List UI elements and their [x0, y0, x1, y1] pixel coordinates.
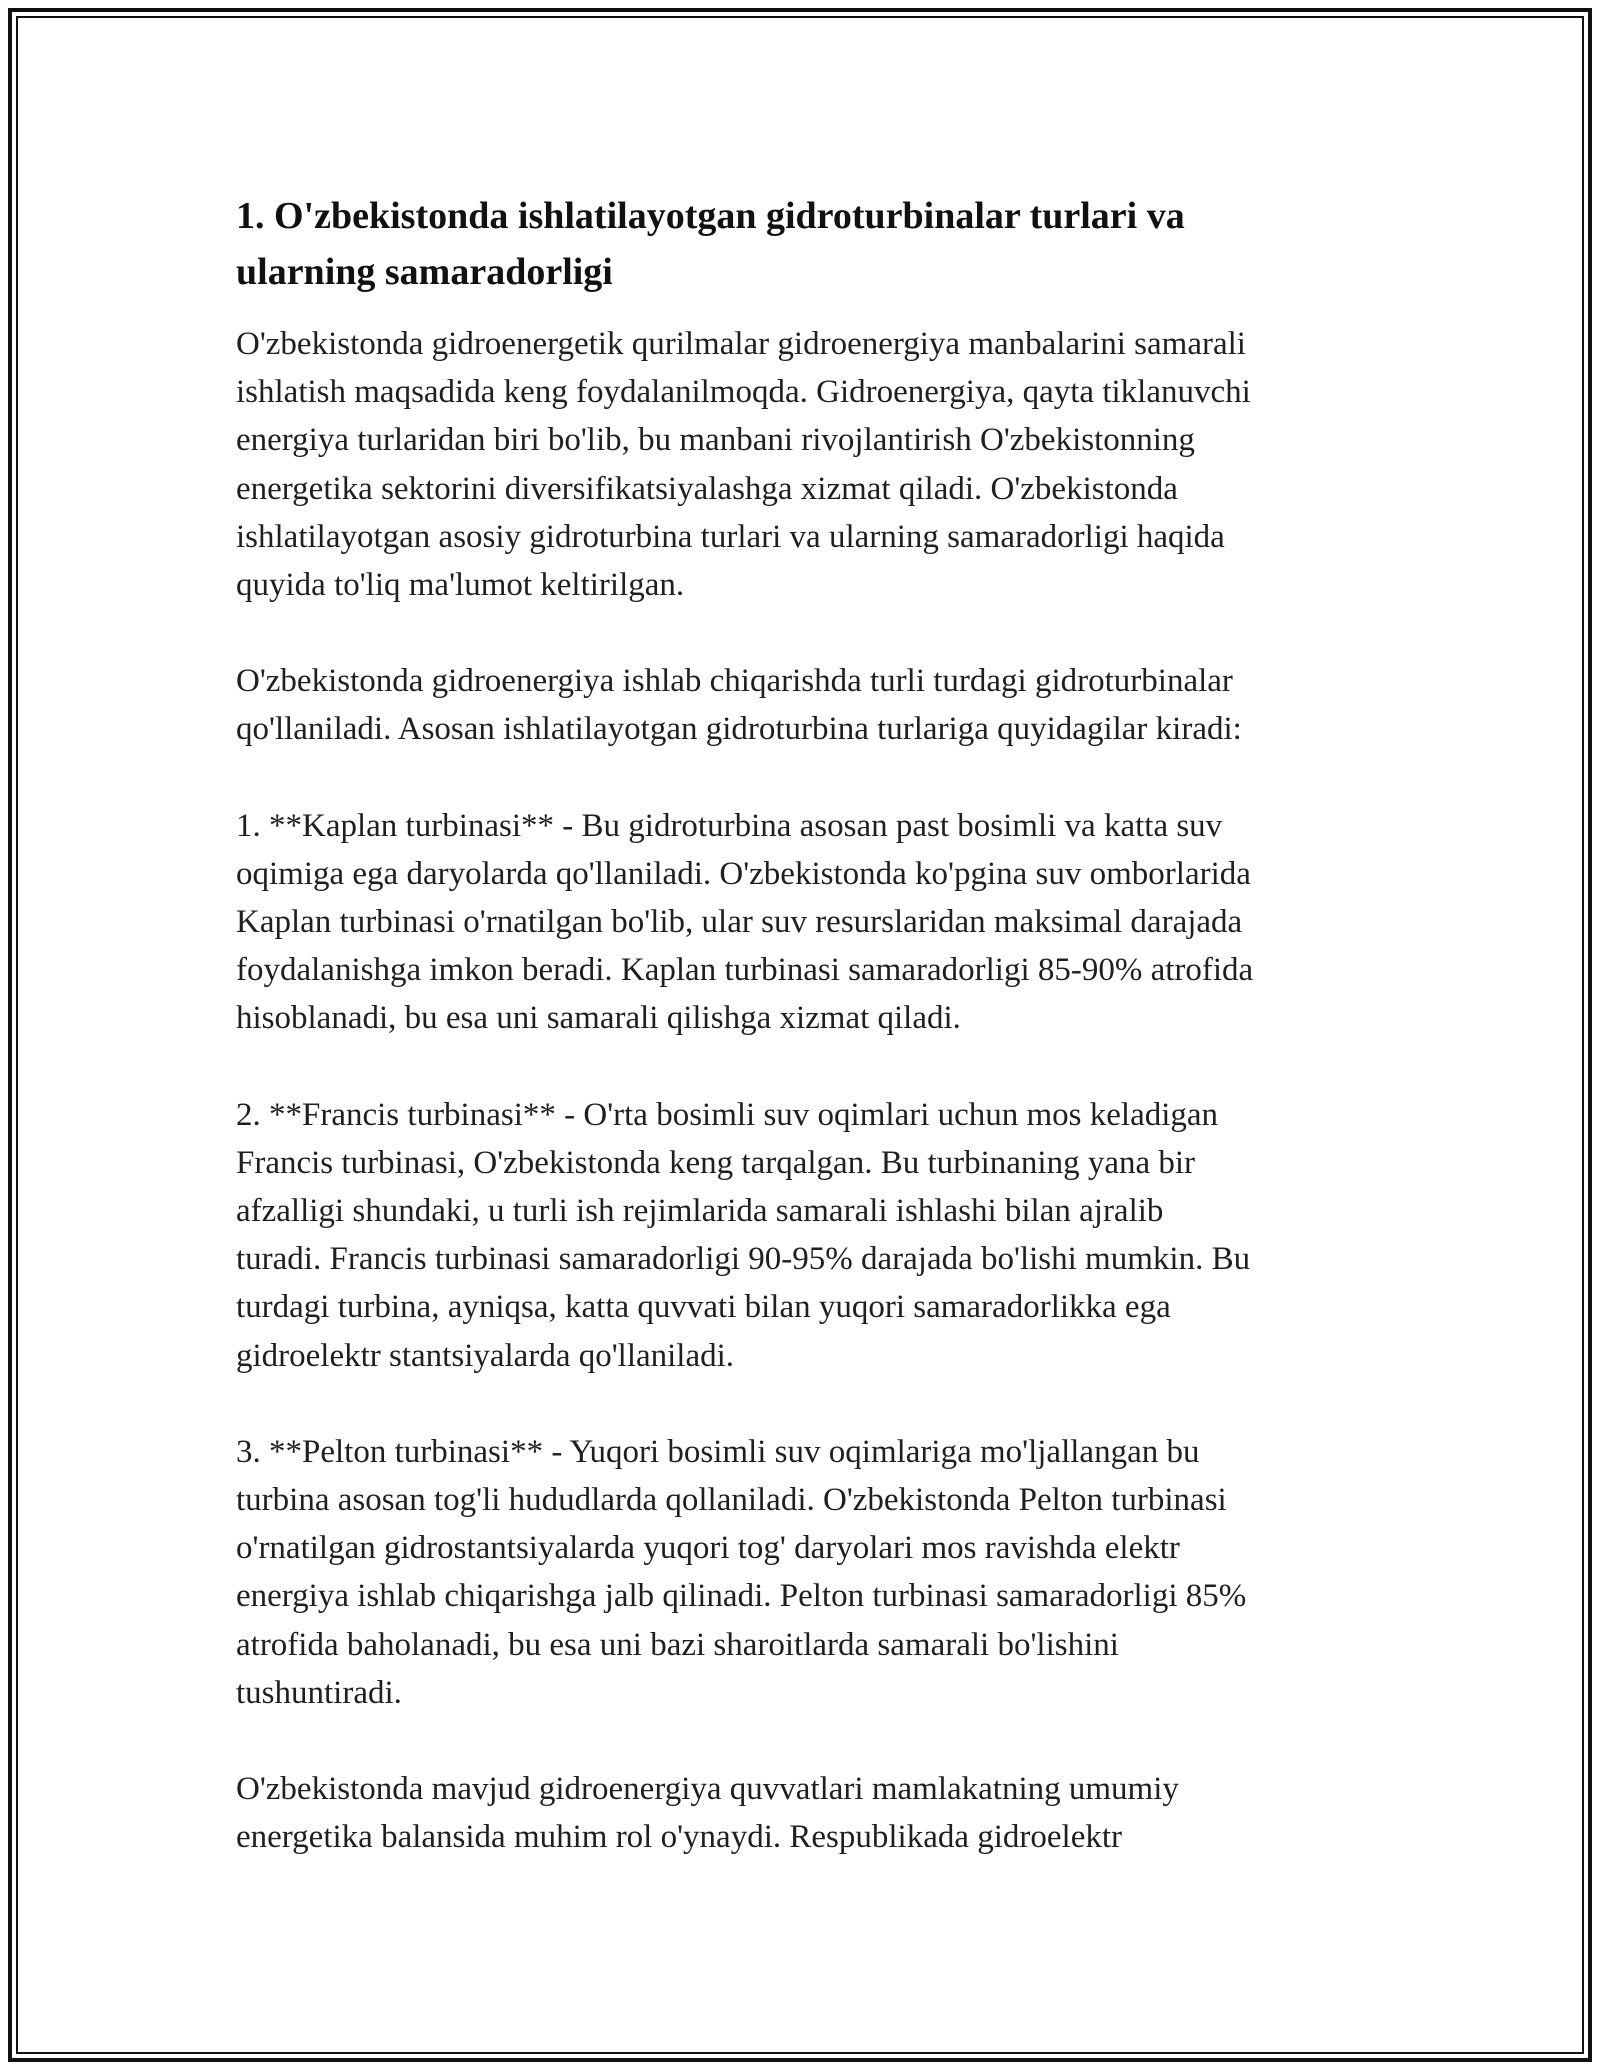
- text-line: energiya turlaridan biri bo'lib, bu manbani rivojlantirish O'zbekistonning: [236, 422, 1195, 459]
- text-line: oqimiga ega daryolarda qo'llaniladi. O'zbekistonda ko'pgina suv omborlarida: [236, 855, 1251, 892]
- text-line: tushuntiradi.: [236, 1674, 402, 1711]
- paragraph-francis: [236, 1091, 1376, 1380]
- text-line: energetika balansida muhim rol o'ynaydi. Respublikada gidroelektr: [236, 1819, 1123, 1856]
- paragraph-pelton: [236, 1428, 1376, 1717]
- paragraph-capacity: [236, 1765, 1376, 1861]
- text-line: qo'llaniladi. Asosan ishlatilayotgan gidroturbina turlariga quyidagilar kiradi:: [236, 711, 1242, 748]
- text-line: Kaplan turbinasi o'rnatilgan bo'lib, ular suv resurslaridan maksimal darajada: [236, 904, 1243, 941]
- document-title: [236, 188, 1376, 300]
- text-line: O'zbekistonda mavjud gidroenergiya quvvatlari mamlakatning umumiy: [236, 1771, 1179, 1808]
- text-line: atrofida baholanadi, bu esa uni bazi sharoitlarda samarali bo'lishini: [236, 1626, 1119, 1663]
- text-line: 2. **Francis turbinasi** - O'rta bosimli suv oqimlari uchun mos keladigan: [236, 1096, 1219, 1133]
- text-line: quyida to'liq ma'lumot keltirilgan.: [236, 567, 685, 604]
- text-line: O'zbekistonda gidroenergetik qurilmalar gidroenergiya manbalarini samarali: [236, 326, 1246, 362]
- text-line: energetika sektorini diversifikatsiyalashga xizmat qiladi. O'zbekistonda: [236, 470, 1178, 507]
- document-body: [236, 188, 1376, 1909]
- text-line: gidroelektr stantsiyalarda qo'llaniladi.: [236, 1337, 735, 1374]
- text-line: 1. **Kaplan turbinasi** - Bu gidroturbina asosan past bosimli va katta suv: [236, 807, 1223, 844]
- text-line: o'rnatilgan gidrostantsiyalarda yuqori tog' daryolari mos ravishda elektr: [236, 1530, 1180, 1567]
- text-line: turdagi turbina, ayniqsa, katta quvvati bilan yuqori samaradorlikka ega: [236, 1289, 1171, 1326]
- text-line: ishlatilayotgan asosiy gidroturbina turlari va ularning samaradorligi haqida: [236, 518, 1225, 555]
- text-line: 3. **Pelton turbinasi** - Yuqori bosimli suv oqimlariga mo'ljallangan bu: [236, 1433, 1200, 1470]
- paragraph-kaplan: [236, 802, 1376, 1043]
- text-line: afzalligi shundaki, u turli ish rejimlarida samarali ishlashi bilan ajralib: [236, 1193, 1164, 1230]
- paragraph-intro: [236, 320, 1376, 609]
- text-line: turadi. Francis turbinasi samaradorligi 90-95% darajada bo'lishi mumkin. Bu: [236, 1241, 1251, 1278]
- text-line: Francis turbinasi, O'zbekistonda keng tarqalgan. Bu turbinaning yana bir: [236, 1144, 1196, 1181]
- paragraph-turbine-types: [236, 657, 1376, 753]
- text-line: hisoblanadi, bu esa uni samarali qilishga xizmat qiladi.: [236, 1000, 961, 1037]
- title-line: ularning samaradorligi: [236, 251, 613, 293]
- text-line: O'zbekistonda gidroenergiya ishlab chiqarishda turli turdagi gidroturbinalar: [236, 663, 1233, 700]
- text-line: foydalanishga imkon beradi. Kaplan turbinasi samaradorligi 85-90% atrofida: [236, 952, 1254, 989]
- text-line: ishlatish maqsadida keng foydalanilmoqda. Gidroenergiya, qayta tiklanuvchi: [236, 374, 1251, 411]
- text-line: turbina asosan tog'li hududlarda qollaniladi. O'zbekistonda Pelton turbinasi: [236, 1482, 1227, 1519]
- text-line: energiya ishlab chiqarishga jalb qilinadi. Pelton turbinasi samaradorligi 85%: [236, 1578, 1247, 1615]
- title-line: 1. O'zbekistonda ishlatilayotgan gidroturbinalar turlari va: [236, 195, 1185, 237]
